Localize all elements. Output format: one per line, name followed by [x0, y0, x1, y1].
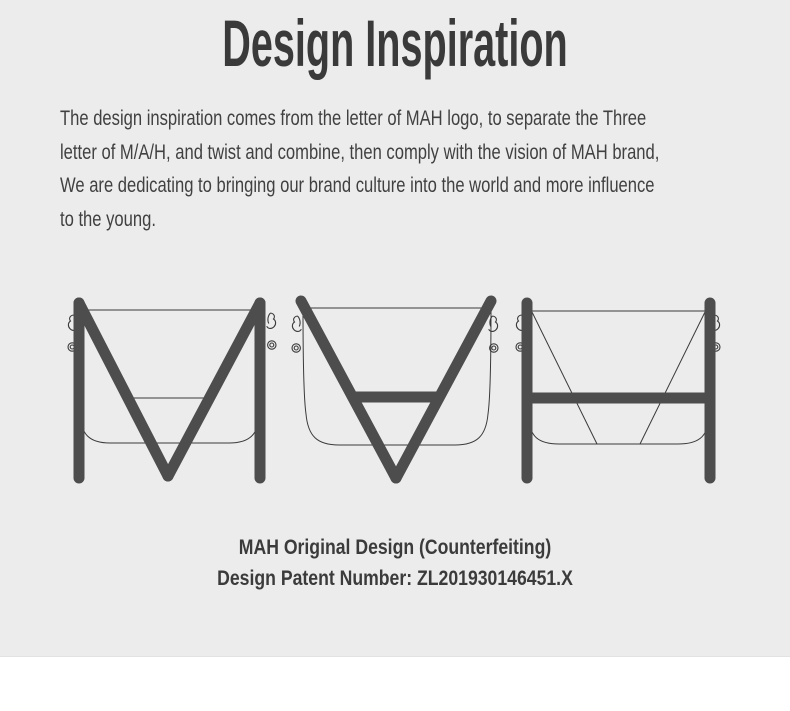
letter-h-bag-icon: [512, 295, 724, 487]
footer-spacer: [0, 657, 790, 711]
caption-line-original-design: MAH Original Design (Counterfeiting): [238, 535, 552, 559]
description-line-3: We are dedicating to bringing our brand culture into the world and more influence: [60, 174, 655, 197]
page-title: Design Inspiration: [222, 6, 568, 80]
caption-line-patent-number: Design Patent Number: ZL201930146451.X: [217, 566, 573, 590]
strap-clasp-icon: [267, 313, 276, 349]
description-paragraph: [60, 102, 728, 236]
description-line-2: letter of M/A/H, and twist and combine, then comply with the vision of MAH brand,: [60, 140, 660, 164]
description-line-4: to the young.: [60, 207, 156, 231]
description-line-1: The design inspiration comes from the letter of MAH logo, to separate the Three: [60, 107, 647, 130]
letter-m-bag-icon: [66, 295, 278, 487]
letter-illustrations-row: [0, 295, 790, 487]
strap-clasp-icon: [489, 316, 498, 352]
strap-clasp-icon: [292, 316, 301, 352]
letter-a-bag-icon: [289, 295, 501, 487]
caption: [71, 532, 719, 594]
